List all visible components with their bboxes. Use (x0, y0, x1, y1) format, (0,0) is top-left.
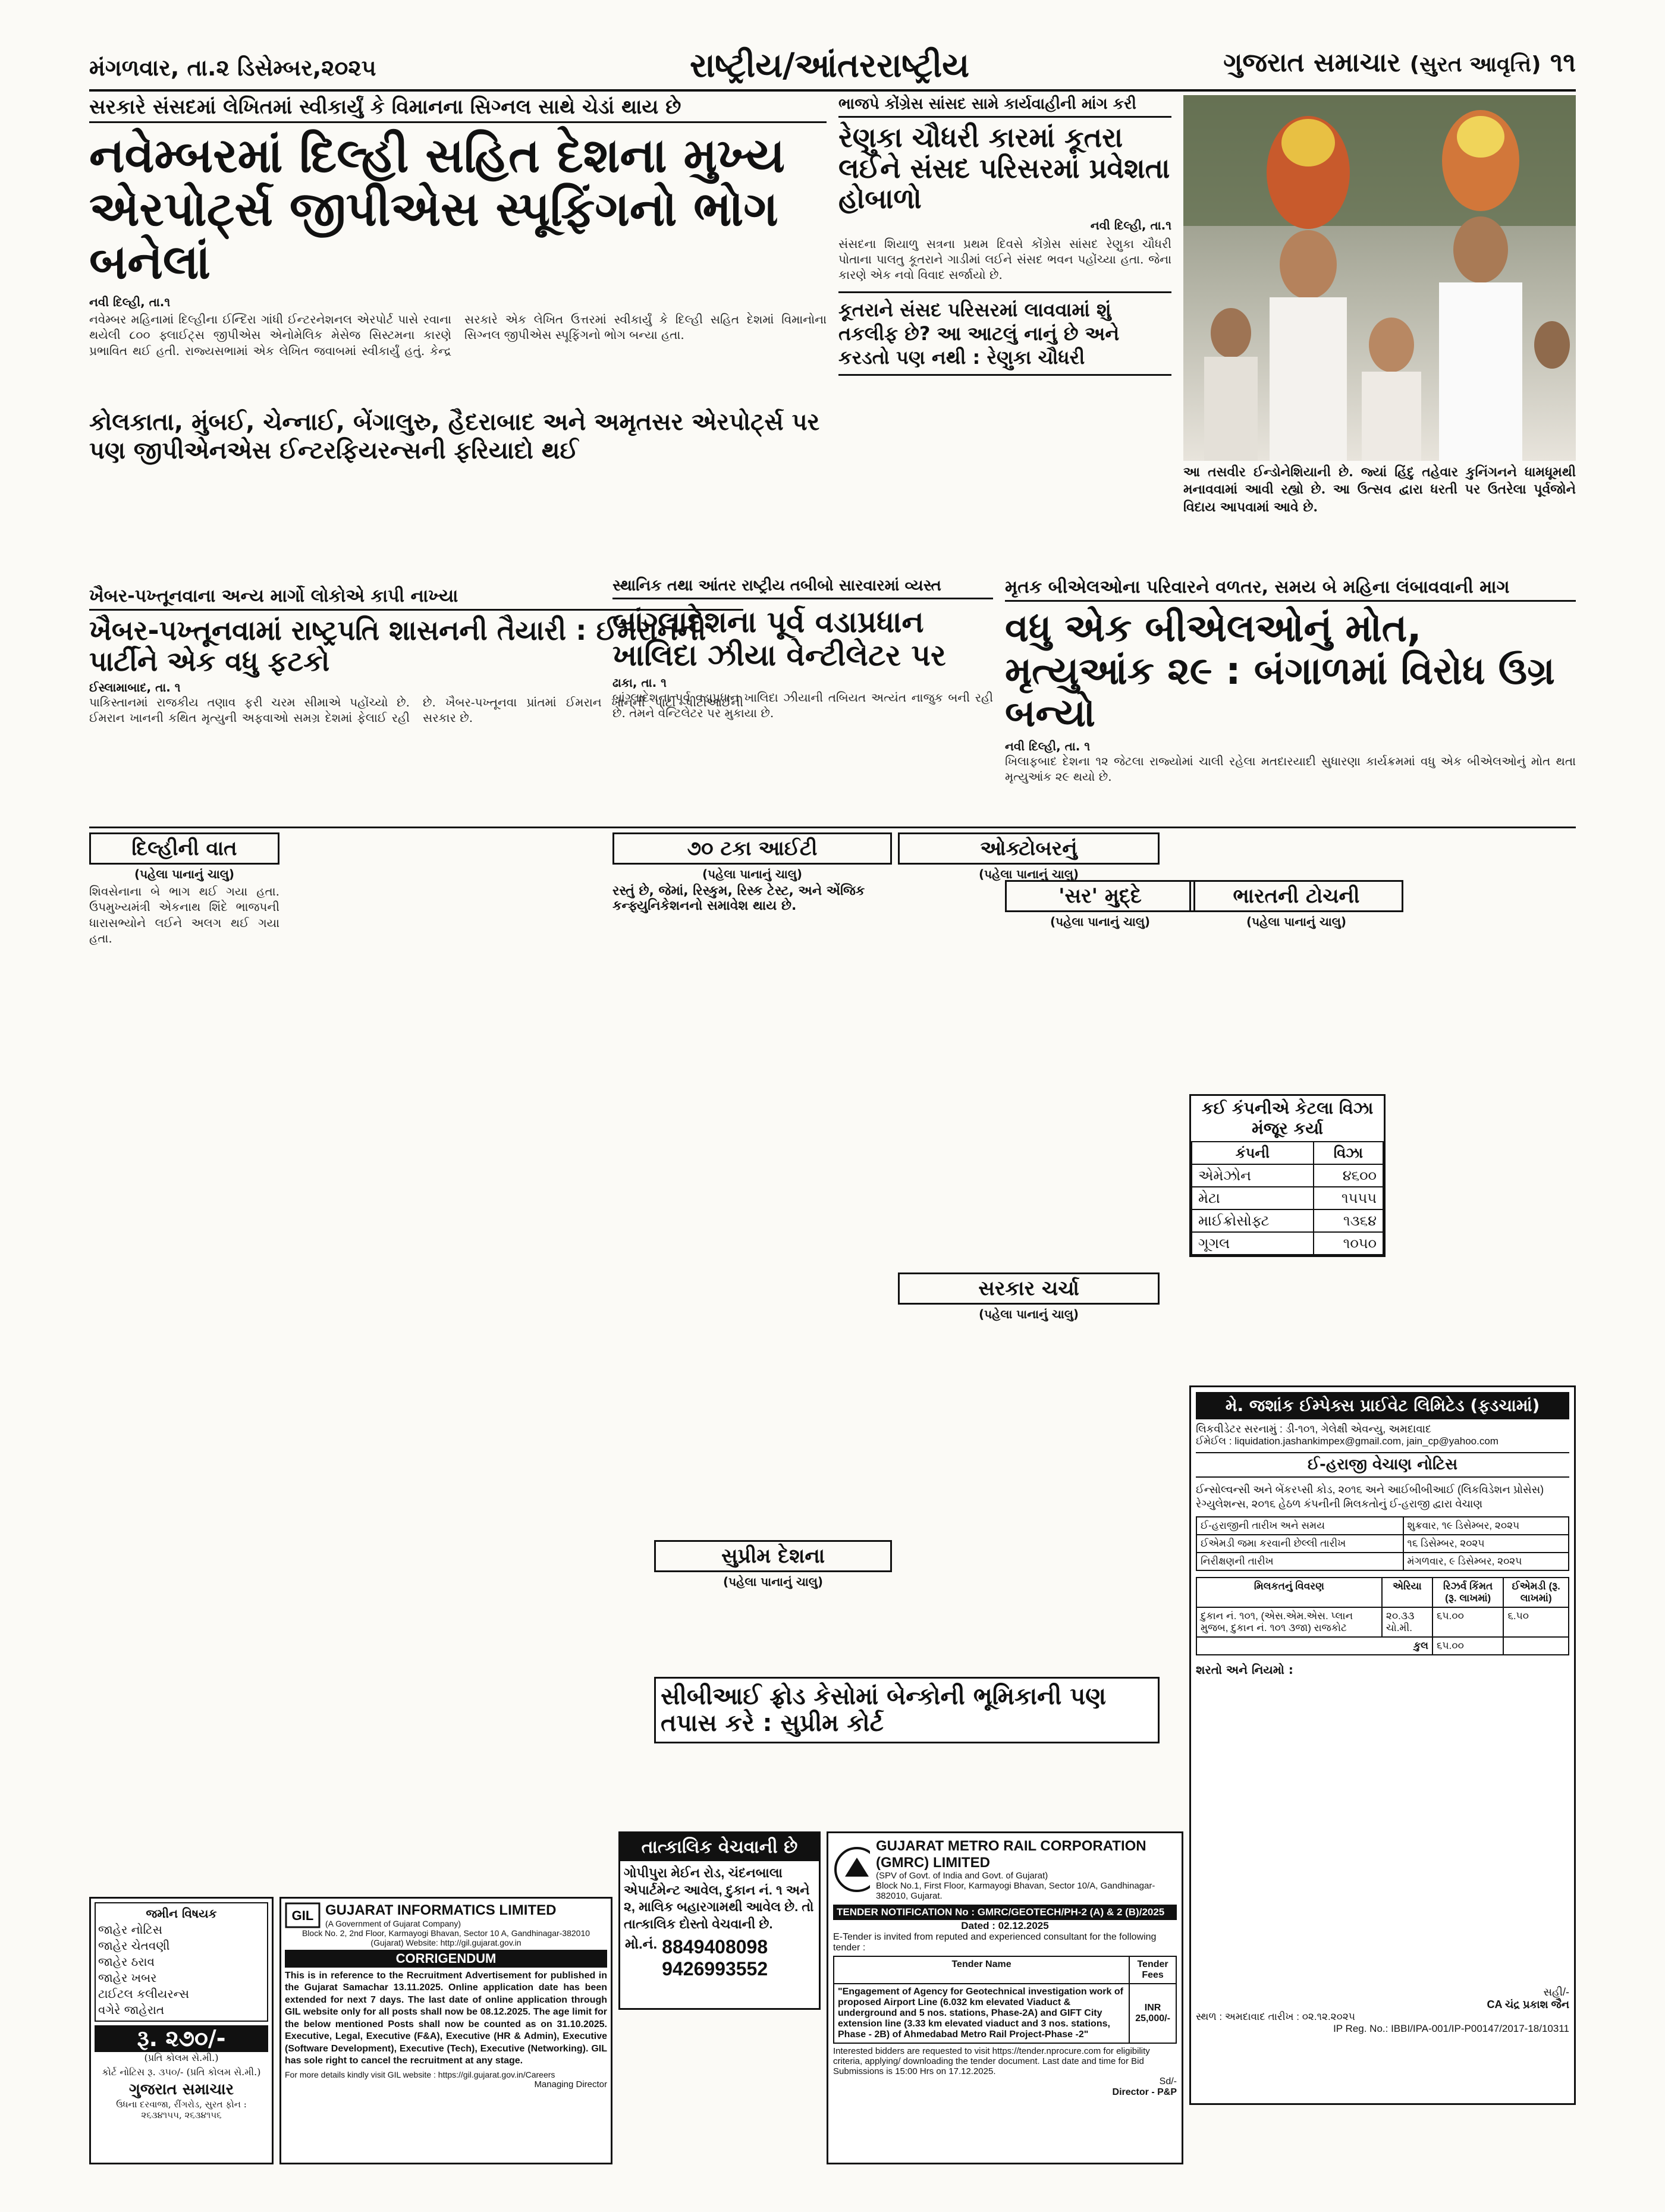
paper-name: ગુજરાત સમાચાર (1223, 48, 1401, 78)
phone-row (620, 1936, 819, 1980)
jump-cont: (પહેલા પાનાનું ચાલુ) (722, 1575, 824, 1589)
ad-footer: For more details kindly visit GIL website : https://gil.gujarat.gov.in/Careers (285, 2069, 555, 2079)
sign-role: Director - P&P (1112, 2087, 1177, 2098)
sign: Sd/- (1159, 2076, 1177, 2087)
list-item: જાહેર નોટિસ (98, 1922, 162, 1937)
jump-cont: (પહેલા પાનાનું ચાલુ) (1050, 915, 1151, 929)
kicker: ભાજપે કોંગ્રેસ સાંસદ સામે કાર્યવાહીની માંગ કરી (838, 95, 1171, 118)
visa-table-title: કઈ કંપનીએ કેટલા વિઝા મંજૂર કર્યા (1201, 1098, 1374, 1138)
col-emd: ઈએમડી (રૂ. લાખમાં) (1503, 1578, 1569, 1607)
jump-title: ઓક્ટોબરનું (898, 832, 1160, 865)
visa-count: ૧૦૫૦ (1314, 1232, 1383, 1255)
visa-col-company: કંપની (1192, 1142, 1314, 1164)
ad-sub: (SPV of Govt. of India and Govt. of Gujarat) (875, 1871, 1048, 1881)
jump-supreme (654, 1540, 892, 1591)
value: શુક્રવાર, ૧૯ ડિસેમ્બર, ૨૦૨૫ (1403, 1517, 1569, 1535)
ad-sub: (A Government of Gujarat Company) (325, 1919, 461, 1928)
table-row (1192, 1164, 1383, 1187)
story-body: બાંગ્લાદેશના પૂર્વ વડાપ્રધાન ખાલિદા ઝીયાની તબિયત અત્યંત નાજુક બની રહી છે. તેમને વેન્ટિલેટર પર મુકાયા છે. (612, 690, 993, 721)
list-item: જાહેર ઠરાવ (98, 1955, 155, 1969)
story-body: સંસદના શિયાળુ સત્રના પ્રથમ દિવસે કોંગ્રેસ સાંસદ રેણુકા ચૌધરી પોતાના પાલતુ કૂતરાને ગાડીમાં લઈને સંસદ ભવન પહોંચ્યા હતા. જેના કારણે એક નવો વિવાદ સર્જાયો છે. (838, 236, 1171, 282)
list-item: ટાઈટલ કલીયરન્સ (98, 1987, 189, 2001)
jump-delhi (89, 832, 279, 947)
ad-body: ગોપીપુરા મેઈન રોડ, ચંદનબાલા એપાર્ટમેન્ટ આવેલ, દુકાન નં. ૧ અને ૨, માલિક બહારગામથી આવેલ છે. તો તાત્કાલિક દોસ્તો વેચવાની છે. (624, 1865, 814, 1931)
table-row (1192, 1209, 1383, 1232)
story-body: ખિલાફબાદ દેશના ૧૨ જેટલા રાજ્યોમાં ચાલી રહેલા મતદારયાદી સુધારણા કાર્યક્રમમાં વધુ એક બીએલઓનું મોત થતા મૃત્યુઆંક ૨૯ થયો છે. (1005, 754, 1576, 784)
list-item: જાહેર ચેતવણી (98, 1938, 170, 1953)
jump-sub: રસ્તું છે, જેમાં, રિસ્કુમ, રિસ્ક ટેસ્ટ, અને એંજિક કન્ફ્યુનિકેશનનો સમાવેશ થાય છે. (612, 884, 865, 913)
dateline: ઢાકા, તા. ૧ (612, 675, 667, 690)
jump-cont: (પહેલા પાનાનું ચાલુ) (978, 867, 1079, 881)
story-cbi (654, 1677, 1160, 1743)
tender-table (833, 1956, 1177, 2044)
table-row (1192, 1232, 1383, 1255)
table-header (1196, 1578, 1569, 1607)
sign: સહી/- (1543, 1985, 1569, 1998)
ad-address: Block No. 2, 2nd Floor, Karmayogi Bhavan, Sector 10 A, Gandhinagar-382010 (Gujarat) Website: http://gil.gujarat.gov.in (301, 1928, 590, 1947)
tender-intro: E-Tender is invited from reputed and experienced consultant for the following tender : (833, 1932, 1157, 1953)
jump-title: દિલ્હીની વાત (89, 832, 279, 865)
story-body: નવેમ્બર મહિનામાં દિલ્હીના ઈન્દિરા ગાંધી ઈન્ટરનેશનલ એરપોર્ટ પાસે રવાના થયેલી ૮૦૦ ફ્લાઈટ્સ જીપીએસ એનોમેલિક મેસેજ સિસ્ટમના કારણે પ્રભાવિત થઈ હતી. રાજ્યસભામાં એક લેખિત જવાબમાં સ્વીકાર્યું હતું. કેન્દ્ર સરકારે એક લેખિત ઉત્તરમાં સ્વીકાર્યું કે દિલ્હી સહિત દેશમાં વિમાનોના સિગ્નલ જીપીએસ સ્પૂફિંગનો ભોગ બન્યા હતા. (89, 312, 827, 358)
story-blo (1005, 577, 1576, 827)
story-gps-spoofing (89, 95, 827, 523)
company: મેટા (1192, 1187, 1314, 1209)
kicker: સરકારે સંસદમાં લેખિતમાં સ્વીકાર્યું કે વિમાનના સિગ્નલ સાથે ચેડાં થાય છે (89, 95, 827, 123)
area: ૨૦.૩૩ ચો.મી. (1382, 1607, 1432, 1637)
page-number: ૧૧ (1550, 48, 1576, 78)
dateline: નવી દિલ્હી, તા.૧ (1090, 218, 1171, 232)
classified-list (95, 1902, 268, 2022)
visa-count: ૪૬૦૦ (1314, 1164, 1383, 1187)
jump-title: ૭૦ ટકા આઈટી (612, 832, 892, 865)
headline: સીબીઆઈ ફ્રોડ કેસોમાં બેન્કોની ભૂમિકાની પણ તપાસ કરે : સુપ્રીમ કોર્ટ (661, 1683, 1107, 1737)
tender-no: TENDER NOTIFICATION No : GMRC/GEOTECH/PH-2 (A) & 2 (B)/2025 (833, 1905, 1177, 1920)
asset-table (1196, 1577, 1569, 1655)
price-unit: (પ્રતિ કોલમ સે.મી.) (144, 2052, 219, 2063)
phone-2: 9426993552 (662, 1958, 768, 1980)
dateline: નવી દિલ્હી, તા. ૧ (1005, 739, 1091, 754)
ad-footer: સ્થળ : અમદાવાદ તારીખ : ૦૨.૧૨.૨૦૨૫ (1196, 2010, 1356, 2022)
ad-gil (279, 1897, 612, 2164)
tender-footer: Interested bidders are requested to visit https://tender.nprocure.com for eligibility criteria, applying/ downloading the tender document. Last date and time for Bid Submissions is 15:00 Hrs on 17.12.2025. (833, 2046, 1150, 2077)
notice-intro: ઈન્સોલ્વન્સી અને બેંકરપ્સી કોડ, ૨૦૧૬ અને આઈબીબીઆઈ (લિકવિડેશન પ્રોસેસ) રેગ્યુલેશન્સ, ૨૦૧૬ હેઠળ કંપનીની મિલકતોનું ઈ-હરાજી દ્વારા વેચાણ (1196, 1484, 1544, 1510)
reserve: ૬૫.૦૦ (1432, 1607, 1503, 1637)
visa-count: ૧૩૬૪ (1314, 1209, 1383, 1232)
visa-col-visas: વિઝા (1314, 1142, 1383, 1164)
ad-property (618, 1831, 821, 2010)
jump-title: સુપ્રીમ દેશના (654, 1540, 892, 1572)
table-row (1196, 1535, 1569, 1553)
kicker: ખૈબર-પખ્તૂનવાના અન્ય માર્ગો લોકોએ કાપી નાખ્યા (89, 586, 743, 611)
story-body: પાકિસ્તાનમાં રાજકીય તણાવ ફરી ચરમ સીમાએ પહોંચ્યો છે. ઈમરાન ખાનની કથિત મૃત્યુની અફવાઓ સમગ્ર દેશમાં ફેલાઈ રહી છે. ખૈબર-પખ્તૂનવા પ્રાંતમાં ઈમરાન ખાનની પાર્ટી પીટીઆઈની સરકાર છે. (89, 695, 743, 725)
table-row (1196, 1553, 1569, 1570)
jump-cont: (પહેલા પાનાનું ચાલુ) (978, 1307, 1079, 1321)
visa-table (1191, 1141, 1384, 1255)
label: ઈ-હરાજીની તારીખ અને સમય (1196, 1517, 1403, 1535)
table-header (834, 1956, 1176, 1984)
auction-schedule (1196, 1516, 1569, 1571)
phone-1: 8849408098 (662, 1936, 768, 1958)
jump-india-top (1189, 880, 1403, 931)
ad-company: મે. જશાંક ઈમ્પેક્સ પ્રાઈવેટ લિમિટેડ (ફડચામાં) (1196, 1392, 1569, 1419)
ad-liquidation (1189, 1385, 1576, 2105)
list-item: જાહેર ખબર (98, 1971, 157, 1985)
kicker: મૃતક બીએલઓના પરિવારને વળતર, સમય બે મહિના લંબાવવાની માગ (1005, 577, 1576, 602)
jump-title: ભારતની ટોચની (1189, 880, 1403, 912)
table-row (1196, 1637, 1569, 1655)
jump-october (898, 832, 1160, 884)
table-row (1196, 1517, 1569, 1535)
story-bangladesh (612, 577, 993, 827)
pull-quote: કૂતરાને સંસદ પરિસરમાં લાવવામાં શું તકલીફ છે? આ આટલું નાનું છે અને કરડતો પણ નથી : રેણુકા ચૌધરી (838, 291, 1171, 376)
photo-illustration (1183, 95, 1576, 461)
masthead-rule (89, 89, 1576, 92)
ad-reg: IP Reg. No.: IBBI/IPA-001/IP-P00147/2017-18/10311 (1333, 2022, 1569, 2034)
visa-count: ૧૫૫૫ (1314, 1187, 1383, 1209)
visa-table-box (1189, 1094, 1386, 1257)
ad-sign: Managing Director (534, 2079, 607, 2090)
headline-line-2: એરપોર્ટ્સ જીપીએસ સ્પૂફિંગનો ભોગ બનેલાં (89, 181, 778, 290)
court-note: કોર્ટ નોટિસ રૂ. ૩૫૦/- (પ્રતિ કોલમ સે.મી.) (102, 2066, 261, 2078)
kicker: સ્થાનિક તથા આંતર રાષ્ટ્રીય તબીબો સારવારમાં વ્યસ્ત (612, 577, 993, 599)
ad-org: GUJARAT METRO RAIL CORPORATION (GMRC) LIMITED (875, 1838, 1146, 1871)
ad-body: This is in reference to the Recruitment Advertisement for published in the Gujarat Samachar 13.11.2025. Online application date has been extended for next 7 days. The last date of online application through GIL website only for all posts shall now be 08.12.2025. The age limit for the below mentioned Posts shall now be counted as on 31.10.2025. Executive, Legal, Executive (F&A), Executive (HR & Admin), Executive (Software Development), Executive (Tech), Executive (Networking). GIL has sole right to cancel the recruitment at any stage. (285, 1971, 607, 2066)
table-row (1196, 1607, 1569, 1637)
paper-address: ઉધના દરવાજા, રીંગરોડ, સુરત ફોન : ૨૬૩૪૧૫૫, ૨૬૩૪૧૫૬ (116, 2099, 247, 2120)
dateline: નવી દિલ્હી, તા.૧ (89, 294, 171, 309)
ad-org: GUJARAT INFORMATICS LIMITED (325, 1902, 557, 1918)
phone-label: મો.નં. (625, 1936, 658, 1953)
company: માઈક્રોસોફ્ટ (1192, 1209, 1314, 1232)
ad-heading: CORRIGENDUM (285, 1950, 607, 1968)
headline: રેણુકા ચૌધરી કારમાં કૂતરા લઈને સંસદ પરિસરમાં પ્રવેશતા હોબાળો (838, 121, 1170, 215)
ad-classified (89, 1897, 274, 2164)
headline: બાંગ્લાદેશના પૂર્વ વડાપ્રધાન ખાલિદા ઝીયા વેન્ટીલેટર પર (612, 605, 946, 673)
emd: ૬.૫૦ (1503, 1607, 1569, 1637)
section-title: રાષ્ટ્રીય/આંતરરાષ્ટ્રીય (690, 46, 970, 85)
value: ૧૬ ડિસેમ્બર, ૨૦૨૫ (1403, 1535, 1569, 1553)
col-name: Tender Name (834, 1956, 1129, 1984)
edition: (સુરત આવૃત્તિ) (1409, 52, 1541, 77)
tender-date: Dated : 02.12.2025 (961, 1920, 1049, 1932)
table-row (834, 1984, 1176, 2043)
price: રૂ. ૨૭૦/- (95, 2025, 268, 2052)
jump-it (612, 832, 892, 913)
story-renuka (838, 95, 1171, 571)
jump-body: શિવસેનાના બે ભાગ થઈ ગયા હતા. ઉપમુખ્યમંત્રી એકનાથ શિંદે ભાજપની ધારાસભ્યોને લઈને અલગ થઈ ગયા હતા. (89, 884, 279, 946)
tender-fees: INR 25,000/- (1129, 1984, 1176, 2043)
label: નિરીક્ષણની તારીખ (1196, 1553, 1403, 1570)
notice-title: ઈ-હરાજી વેચાણ નોટિસ (1196, 1452, 1569, 1478)
subheadline: કોલકાતા, મુંબઈ, ચેન્નાઈ, બેંગાલુરુ, હૈદરાબાદ અને અમૃતસર એરપોર્ટ્સ પર પણ જીપીએનએસ ઈન્ટરફિયરન્સની ફરિયાદો થઈ (89, 408, 820, 464)
ad-email: ઈમેઈલ : liquidation.jashankimpex@gmail.com, jain_cp@yahoo.com (1196, 1435, 1498, 1447)
gil-logo-icon (285, 1902, 321, 1928)
list-item: વગેરે જાહેરાત (98, 2003, 165, 2017)
table-row (1192, 1187, 1383, 1209)
mid-rule (89, 827, 1576, 828)
headline: વધુ એક બીએલઓનું મોત, મૃત્યુઆંક ૨૯ : બંગાળમાં વિરોધ ઉગ્ર બન્યો (1005, 607, 1555, 736)
company: ગૂગલ (1192, 1232, 1314, 1255)
total-label: કુલ (1196, 1637, 1432, 1655)
jump-title: સરકાર ચર્ચા (898, 1272, 1160, 1305)
total: ૬૫.૦૦ (1432, 1637, 1503, 1655)
label: ઈએમડી જમા કરવાની છેલ્લી તારીખ (1196, 1535, 1403, 1553)
jump-title: 'સર' મુદ્દે (1005, 880, 1195, 912)
col-area: એરિયા (1382, 1578, 1432, 1607)
paper-brand (1223, 48, 1576, 78)
svg-text:GIL: GIL (291, 1908, 314, 1923)
ad-address: Block No.1, First Floor, Karmayogi Bhavan, Sector 10/A, Gandhinagar-382010, Gujarat. (875, 1881, 1155, 1902)
col-fees: Tender Fees (1129, 1956, 1176, 1984)
photo-caption: આ તસવીર ઈન્ડોનેશિયાની છે. જ્યાં હિંદુ તહેવાર કુનિંગનને ધામધૂમથી મનાવવામાં આવી રહ્યો છે. આ ઉત્સવ દ્વારા ધરતી પર ઉતરેલા પૂર્વજોને વિદાય આપવામાં આવે છે. (1183, 464, 1576, 515)
ad-title: તાત્કાલિક વેચવાની છે (620, 1833, 819, 1861)
signer: CA ચંદ્ર પ્રકાશ જૈન (1487, 1998, 1569, 2010)
festival-photo (1183, 95, 1576, 461)
jump-govt (898, 1272, 1160, 1324)
terms-title: શરતો અને નિયમો : (1196, 1662, 1293, 1677)
date-line: મંગળવાર, તા.૨ ડિસેમ્બર,૨૦૨૫ (89, 55, 376, 81)
value: મંગળવાર, ૯ ડિસેમ્બર, ૨૦૨૫ (1403, 1553, 1569, 1570)
dateline: ઈસ્લામાબાદ, તા. ૧ (89, 680, 181, 695)
ad-gmrc (827, 1831, 1183, 2164)
list-item: જમીન વિષયક (146, 1906, 217, 1921)
metro-logo-icon (833, 1846, 870, 1893)
ad-sub: લિકવીડેટર સરનામું : ડી-૧૦૧, ગેલેક્ષી એવન્યુ, અમદાવાદ (1196, 1423, 1432, 1435)
col-asset: મિલકતનું વિવરણ (1196, 1578, 1382, 1607)
headline: ખૈબર-પખ્તૂનવામાં રાષ્ટ્રપતિ શાસનની તૈયારી : ઈમરાનની પાર્ટીને એક વધુ ફટકો (89, 614, 706, 677)
asset: દુકાન નં. ૧૦૧, (એસ.એમ.એસ. પ્લાન મુજબ, દુકાન નં. ૧૦૧ ૩જા) રાજકોટ (1196, 1607, 1382, 1637)
jump-sir (1005, 880, 1195, 931)
jump-cont: (પહેલા પાનાનું ચાલુ) (134, 867, 235, 881)
company: એમેઝોન (1192, 1164, 1314, 1187)
jump-cont: (પહેલા પાનાનું ચાલુ) (1246, 915, 1347, 929)
headline-line-1: નવેમ્બરમાં દિલ્હી સહિત દેશના મુખ્ય (89, 128, 786, 183)
jump-cont: (પહેલા પાનાનું ચાલુ) (702, 867, 803, 881)
paper-name: ગુજરાત સમાચાર (128, 2081, 234, 2098)
visa-table-header (1192, 1142, 1383, 1164)
col-reserve: રિઝર્વ કિંમત (રૂ. લાખમાં) (1432, 1578, 1503, 1607)
tender-name: "Engagement of Agency for Geotechnical investigation work of proposed Airport Line (6.032 km elevated Viaduct & underground and 5 nos. stations, Phase-2A) and GIFT City extension line (3.33 km elevated viaduct and 3 nos. stations, Phase - 2B) of Ahmedabad Metro Rail Project-Phase -2" (834, 1984, 1129, 2043)
